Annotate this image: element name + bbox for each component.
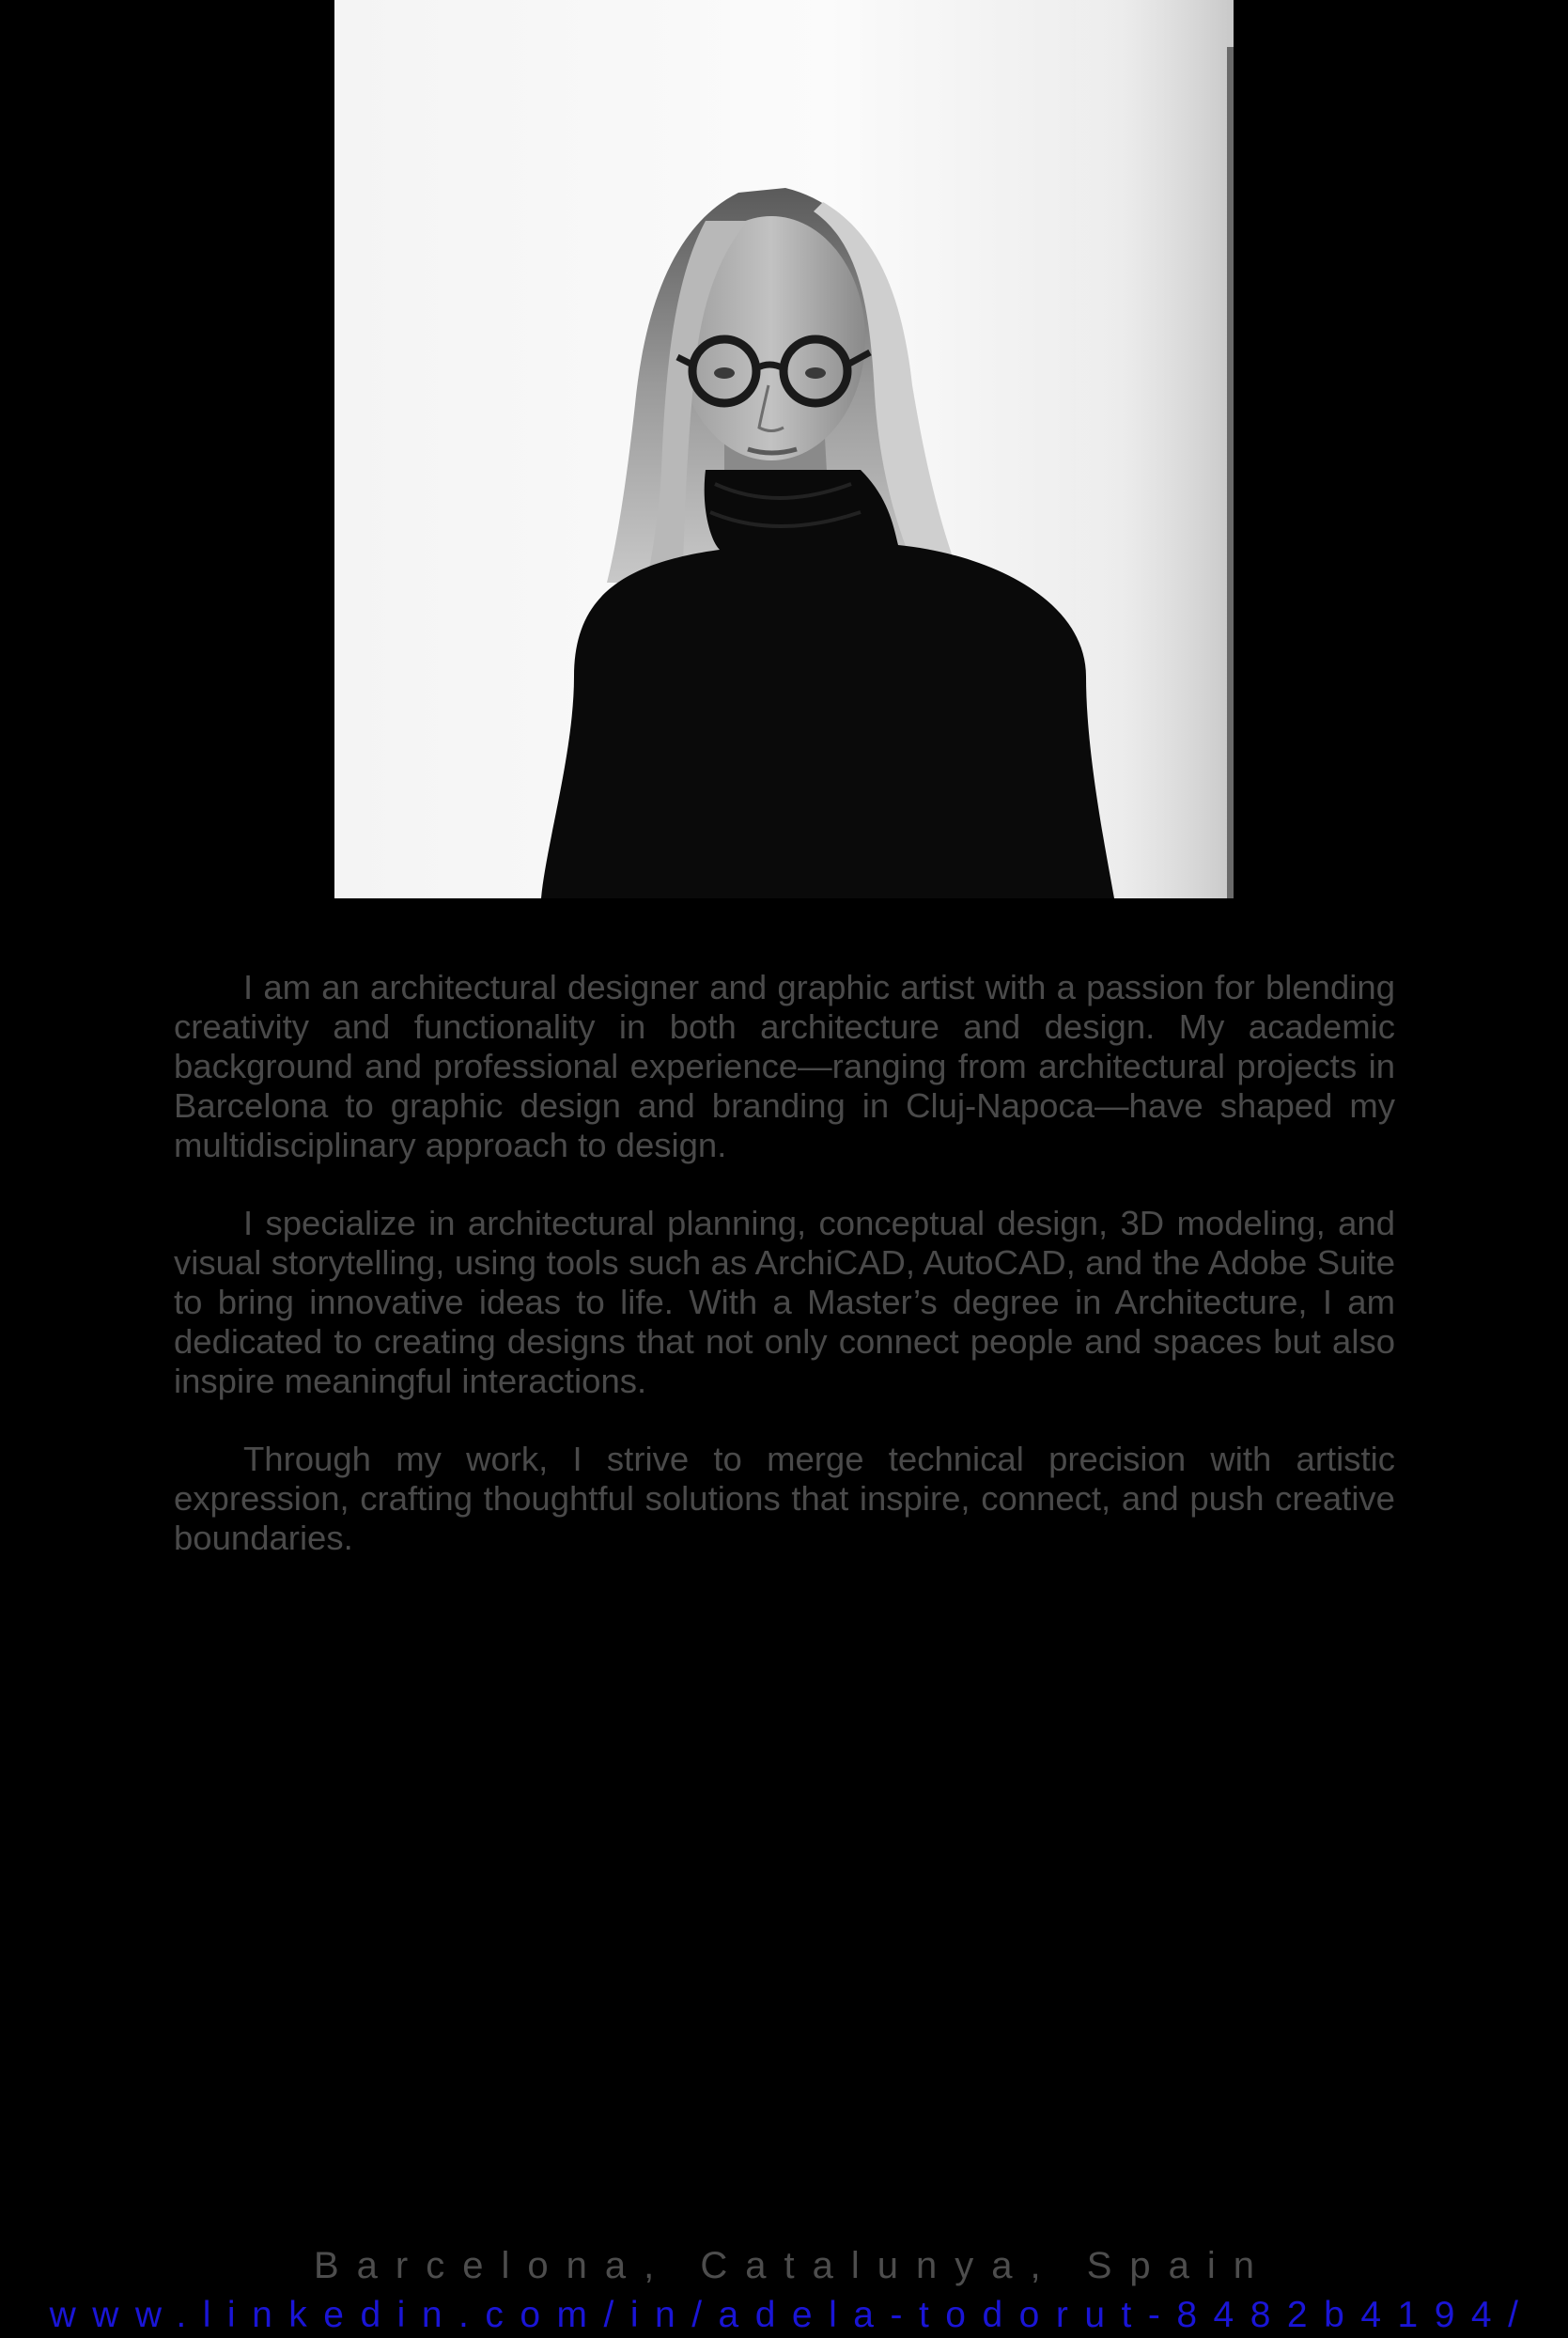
bio-paragraph: Through my work, I strive to merge technical precision with artistic expression, crafting thoughtful solutions that inspire, connect, and push creative boundaries. <box>174 1440 1395 1557</box>
bio-paragraph: I specialize in architectural planning, conceptual design, 3D modeling, and visual storytelling, using tools such as ArchiCAD, AutoCAD, and the Adobe Suite to bring innovative ideas to life. With a Master’s degree in Architecture, I am dedicated to creating designs that not only connect people and spaces but also inspire meaningful interactions. <box>174 1204 1395 1400</box>
linkedin-link[interactable]: www.linkedin.com/in/adela-todorut-8482b4194/ <box>49 2295 1535 2335</box>
location-text: Barcelona, Catalunya, Spain <box>314 2245 1272 2286</box>
portrait-photo <box>334 0 1234 898</box>
bio-text <box>174 968 1395 1597</box>
portrait-illustration <box>334 0 1234 898</box>
bio-paragraph: I am an architectural designer and graphic artist with a passion for blending creativity and functionality in both architecture and design. My academic background and professional experience—ranging from architectural projects in Barcelona to graphic design and branding in Cluj-Napoca—have shaped my multidisciplinary approach to design. <box>174 968 1395 1164</box>
